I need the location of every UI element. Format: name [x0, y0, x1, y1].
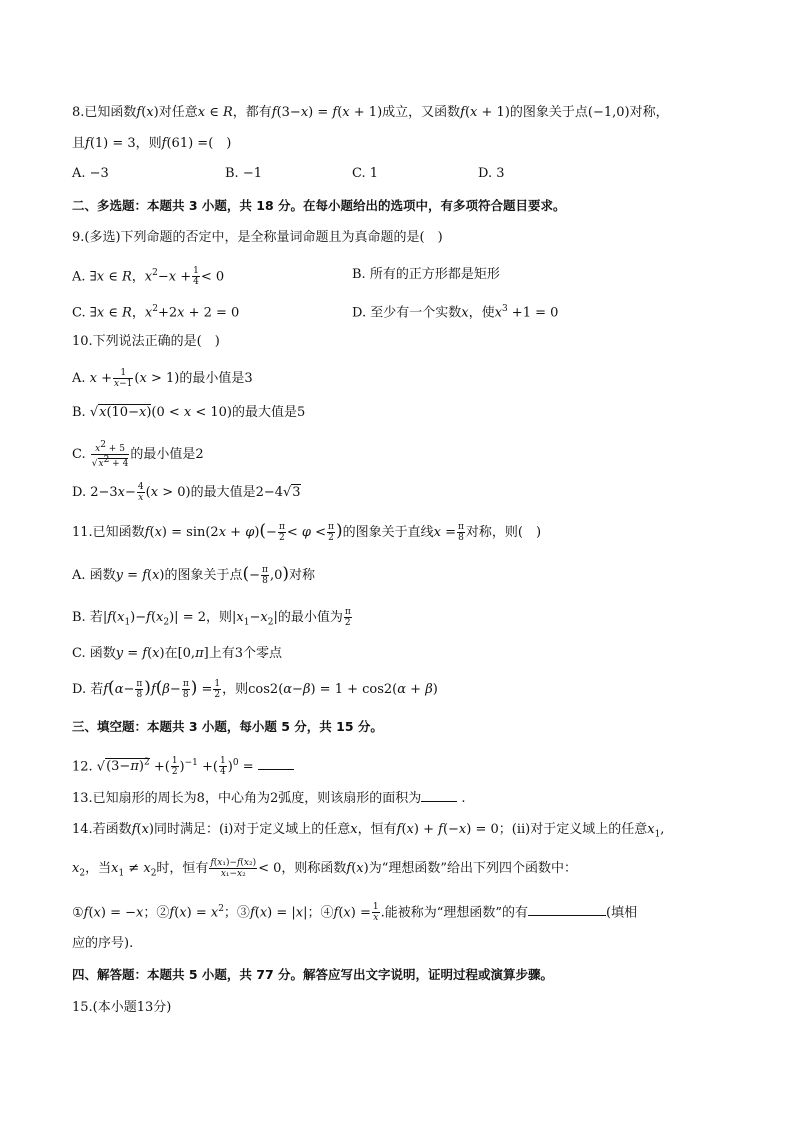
- q14-line4: 应的序号).: [72, 936, 134, 951]
- q8-stem-line2: 且f(1) = 3，则f(61) =( ): [72, 136, 232, 151]
- q8-option-d: D. 3: [478, 166, 505, 181]
- q8-option-a: A. −3: [72, 166, 109, 181]
- q9-option-b: B. 所有的正方形都是矩形: [352, 267, 500, 282]
- q8-option-b: B. −1: [225, 166, 262, 181]
- q10-option-d: D. 2−3x− $\frac{4}{x}$ (x > 0)的最大值是2−4√3: [72, 482, 301, 503]
- q11-option-d: D. 若f(α− $\frac{\pi}{8}$ )f(β− $\frac{\pi}{8}$ ) = $\frac{1}{2}$ ，则cos2(α−β) = 1 + cos2(α + β): [72, 678, 438, 700]
- q12-stem: 12. $√(3-\pi)^2$ +( $\frac{1}{2}$ )$^{-1}$ +( $\frac{1}{4}$ )$^0$ =: [72, 754, 754, 777]
- q9-option-d: D. 至少有一个实数x，使$x^3 +1 = 0$: [352, 304, 559, 321]
- q10-option-a: A. x + $\frac{1}{x-1}$ (x > 1)的最小值是3: [72, 368, 253, 389]
- q13-stem: 13.已知扇形的周长为8，中心角为2弧度，则该扇形的面积为 .: [72, 791, 466, 806]
- q11-option-a: A. 函数y = f(x)的图象关于点(− $\frac{\pi}{8}$ ,0)对称: [72, 564, 316, 586]
- q8-option-c: C. 1: [352, 166, 379, 181]
- q14-line1: 14.若函数f(x)同时满足：(ⅰ)对于定义域上的任意x，恒有f(x) + f(−x) = 0；(ⅱ)对于定义域上的任意$x_1$,: [72, 822, 665, 840]
- q10-option-b: B. √x(10−x)(0 < x < 10)的最大值是5: [72, 405, 306, 420]
- q15-heading: 15.(本小题13分): [72, 1000, 172, 1015]
- q14-line3: ①f(x) = −x；②f(x) = $x^2$；③f(x) = |x|；④f(x) = $\frac{1}{x}$ .能被称为“理想函数”的有 (填相: [72, 902, 638, 924]
- q10-stem: 10.下列说法正确的是( ): [72, 334, 220, 349]
- q9-stem: 9.(多选)下列命题的否定中，是全称量词命题且为真命题的是( ): [72, 230, 443, 245]
- q8-stem-line1: 8.已知函数f(x)对任意x ∈ R，都有f(3−x) = f(x + 1)成立，又函数f(x + 1)的图象关于点(−1,0)对称，: [72, 105, 669, 120]
- q11-stem: 11.已知函数f(x) = sin(2x + φ)(− $\frac{\pi}{2}$ < φ < $\frac{\pi}{2}$ )的图象关于直线x = $\frac{\pi}{8}$ 对称，则( ): [72, 521, 542, 543]
- section-4-heading: 四、解答题：本题共 5 小题，共 77 分。解答应写出文字说明，证明过程或演算步骤。: [72, 967, 554, 982]
- section-2-heading: 二、多选题：本题共 3 小题，共 18 分。在每小题给出的选项中，有多项符合题目要求。: [72, 198, 566, 213]
- q10-option-c: C. $\frac{x^2 + 5}{√x^2 + 4}$ 的最小值是2: [72, 440, 204, 469]
- q9-option-c: C. ∃x ∈ R，$x^2+2x + 2 = 0$: [72, 304, 240, 321]
- q11-option-c: C. 函数y = f(x)在[0,π]上有3个零点: [72, 646, 282, 661]
- q9-option-a: A. ∃x ∈ R，$x^2-x$ + $\frac{1}{4}$ < 0: [72, 266, 225, 288]
- section-3-heading: 三、填空题：本题共 3 小题，每小题 5 分，共 15 分。: [72, 719, 383, 734]
- q11-option-b: B. 若$|f(x_1)-f(x_2)| = 2$，则$|x_1-x_2|$的最小值为 $\frac{\pi}{2}$: [72, 607, 351, 628]
- q14-line2: $x_2$，当$x_1 \ne x_2$时，恒有 $\frac{\text{f(x₁)−f(x₂)}}{\text{x₁−x₂}}$ < 0，则称函数f(x)为“理想函数”给出下列四个函数中：: [72, 858, 578, 879]
